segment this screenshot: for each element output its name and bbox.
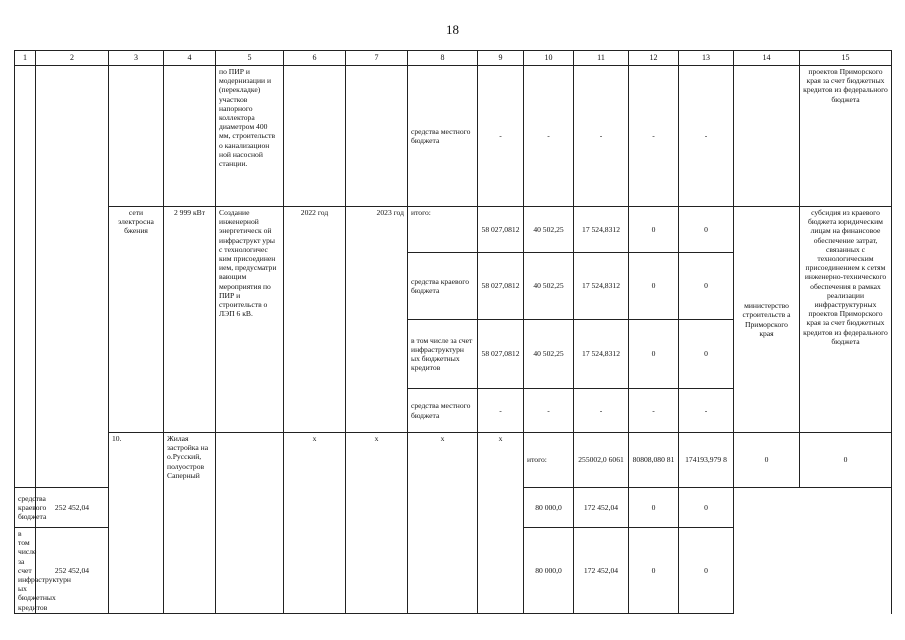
funding-mechanism: проектов Приморского края за счет бюджетных кредитов из федерального бюджета: [800, 66, 892, 207]
header-cell: 4: [164, 51, 216, 66]
header-cell: 2: [36, 51, 109, 66]
value-cell: 40 502,25: [524, 320, 574, 389]
funding-source: в том числе за счет инфраструктурн ых бюджетных кредитов: [408, 320, 478, 389]
funding-source: средства местного бюджета: [408, 389, 478, 433]
value-cell: 17 524,8312: [574, 253, 629, 320]
header-cell: 14: [734, 51, 800, 66]
header-cell: 8: [408, 51, 478, 66]
value-cell: 58 027,0812: [478, 320, 524, 389]
end-year: 2023 год: [346, 207, 408, 433]
value-cell: -: [679, 66, 734, 207]
capacity: х: [284, 433, 346, 614]
header-cell: 5: [216, 51, 284, 66]
value-cell: 80 000,0: [524, 488, 574, 528]
value-cell: 252 452,04: [36, 528, 109, 614]
header-cell: 15: [800, 51, 892, 66]
value-cell: 255002,0 6061: [574, 433, 629, 488]
value-cell: -: [629, 389, 679, 433]
value-cell: 0: [679, 488, 734, 528]
capacity: 2 999 кВт: [164, 207, 216, 433]
header-cell: 11: [574, 51, 629, 66]
value-cell: -: [574, 66, 629, 207]
value-cell: 58 027,0812: [478, 253, 524, 320]
value-cell: -: [629, 66, 679, 207]
table-row: [15, 66, 892, 207]
funding-source: итого:: [524, 433, 574, 488]
header-cell: 10: [524, 51, 574, 66]
value-cell: -: [574, 389, 629, 433]
funding-source: средства местного бюджета: [408, 66, 478, 207]
value-cell: 0: [679, 528, 734, 614]
header-cell: 3: [109, 51, 164, 66]
responsible-agency: министерство строительств а Приморского края: [734, 207, 800, 433]
header-cell: 7: [346, 51, 408, 66]
start-year: х: [408, 433, 478, 614]
value-cell: -: [524, 66, 574, 207]
header-cell: 13: [679, 51, 734, 66]
work-description: х: [346, 433, 408, 614]
value-cell: 0: [629, 528, 679, 614]
value-cell: 0: [679, 207, 734, 253]
value-cell: 0: [800, 433, 892, 488]
funding-source: итого:: [408, 207, 478, 253]
header-row: [15, 51, 892, 66]
funding-source: средства краевого бюджета: [408, 253, 478, 320]
value-cell: 40 502,25: [524, 207, 574, 253]
value-cell: -: [524, 389, 574, 433]
object-name: Жилая застройка на о.Русский, полуостров Саперный: [164, 433, 216, 614]
value-cell: 80 000,0: [524, 528, 574, 614]
value-cell: 40 502,25: [524, 253, 574, 320]
header-cell: 12: [629, 51, 679, 66]
value-cell: 0: [679, 320, 734, 389]
end-year: х: [478, 433, 524, 614]
work-description: Создание инженерной энергетическ ой инфраструкт уры с технологичес ким присоединен ием, предусматри вающим мероприятия по ПИР и строительств о ЛЭП 6 кВ.: [216, 207, 284, 433]
start-year: 2022 год: [284, 207, 346, 433]
header-cell: 9: [478, 51, 524, 66]
funding-source: в том числе за счет инфраструктурн ых бюджетных кредитов: [15, 528, 36, 614]
funding-source: средства краевого бюджета: [15, 488, 36, 528]
header-cell: 6: [284, 51, 346, 66]
value-cell: 80808,080 81: [629, 433, 679, 488]
value-cell: -: [478, 389, 524, 433]
value-cell: 58 027,0812: [478, 207, 524, 253]
value-cell: 172 452,04: [574, 528, 629, 614]
value-cell: 0: [629, 488, 679, 528]
value-cell: 174193,979 8: [679, 433, 734, 488]
work-description: по ПИР и модернизации и (перекладке) участков напорного коллектора диаметром 400 мм, строительств о канализацион ной насосной станции.: [216, 66, 284, 207]
page-number: 18: [446, 22, 459, 37]
value-cell: 0: [734, 433, 800, 488]
value-cell: 17 524,8312: [574, 207, 629, 253]
funding-mechanism: субсидия из краевого бюджета юридическим лицам на финансовое обеспечение затрат, связанных с технологическим присоединением к сетям инженерно-технического обеспечения в рамках реализации инфраструктурных проектов Приморского края за счет бюджетных кредитов из федерального бюджета: [800, 207, 892, 433]
value-cell: 0: [629, 320, 679, 389]
value-cell: 252 452,04: [36, 488, 109, 528]
table-row: [15, 433, 892, 488]
value-cell: -: [478, 66, 524, 207]
header-cell: 1: [15, 51, 36, 66]
budget-table: [14, 50, 892, 614]
value-cell: 17 524,8312: [574, 320, 629, 389]
value-cell: -: [679, 389, 734, 433]
object-type: сети электросна бжения: [109, 207, 164, 433]
value-cell: 0: [629, 253, 679, 320]
value-cell: 172 452,04: [574, 488, 629, 528]
table-row: [15, 207, 892, 253]
value-cell: 0: [679, 253, 734, 320]
row-number: 10.: [109, 433, 164, 614]
value-cell: 0: [629, 207, 679, 253]
